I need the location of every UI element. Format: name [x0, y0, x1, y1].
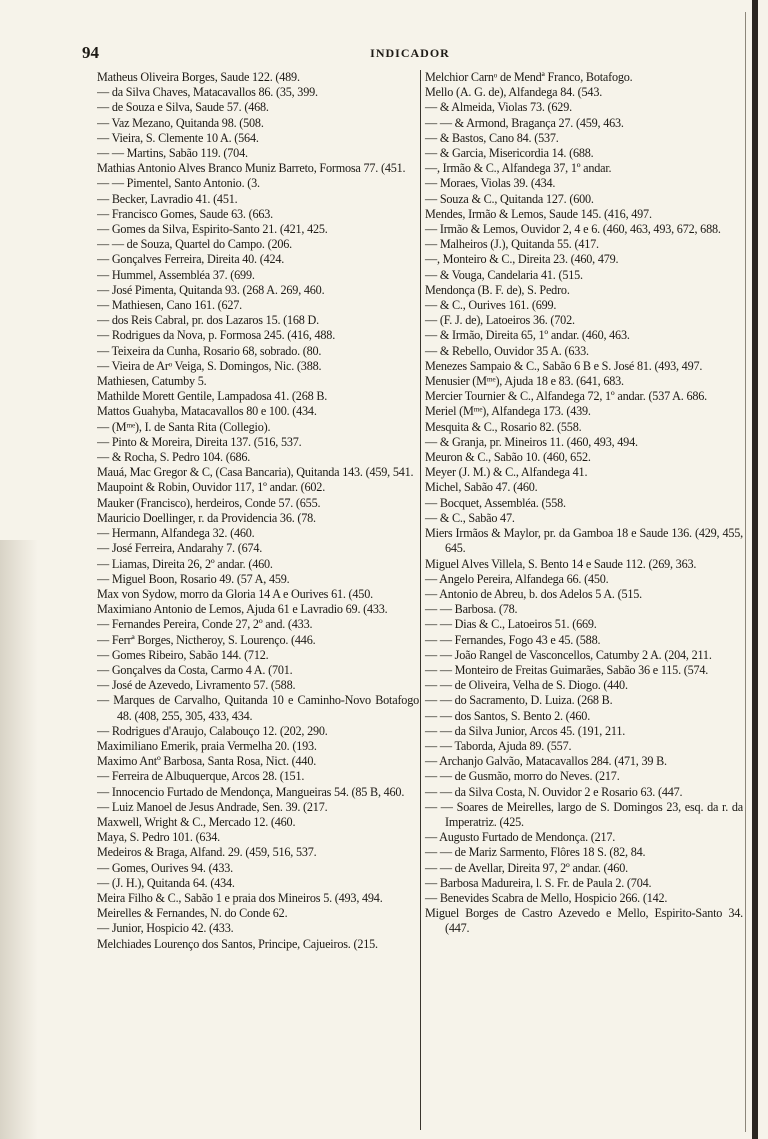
directory-entry: — — de Oliveira, Velha de S. Diogo. (440. — [425, 678, 628, 693]
directory-entry: — Hummel, Assembléa 37. (699. — [97, 267, 255, 282]
directory-entry: Matheus Oliveira Borges, Saude 122. (489. — [97, 70, 300, 84]
directory-entry: — Pinto & Moreira, Direita 137. (516, 537. — [97, 434, 302, 449]
directory-entry: — (F. J. de), Latoeiros 36. (702. — [425, 313, 575, 328]
directory-entry: — Rodrigues d'Araujo, Calabouço 12. (202, 290. — [97, 723, 328, 738]
directory-entry: — & Rocha, S. Pedro 104. (686. — [97, 450, 251, 465]
binding-edge — [752, 0, 758, 1139]
directory-entry: — & Almeida, Violas 73. (629. — [425, 100, 572, 115]
directory-entry: — José Ferreira, Andarahy 7. (674. — [97, 541, 263, 556]
directory-entry: — & Irmão, Direita 65, 1º andar. (460, 463. — [425, 328, 630, 343]
right-column — [420, 70, 743, 1130]
running-head: INDICADOR — [370, 46, 450, 60]
directory-entry: — Gonçalves Ferreira, Direita 40. (424. — [97, 252, 285, 267]
directory-entry: — — dos Santos, S. Bento 2. (460. — [425, 708, 591, 723]
directory-entry: — — Martins, Sabão 119. (704. — [97, 146, 248, 161]
directory-entry: — José Pimenta, Quitanda 93. (268 A. 269, 460. — [97, 282, 325, 297]
directory-entry: — Junior, Hospicio 42. (433. — [97, 921, 234, 936]
directory-entry: — de Souza e Silva, Saude 57. (468. — [97, 100, 269, 115]
directory-entry: — — de Gusmão, morro do Neves. (217. — [425, 769, 620, 784]
directory-entry: Meira Filho & C., Sabão 1 e praia dos Mineiros 5. (493, 494. — [97, 890, 383, 905]
directory-entry: — — de Souza, Quartel do Campo. (206. — [97, 237, 293, 252]
directory-entry: — & C., Sabão 47. — [425, 510, 515, 525]
directory-entry: — & C., Ourives 161. (699. — [425, 298, 557, 313]
directory-entry: — Innocencio Furtado de Mendonça, Mangueiras 54. (85 B, 460. — [97, 784, 405, 799]
directory-entry: Miers Irmãos & Maylor, pr. da Gamboa 18 e Saude 136. (429, 455, 645. — [425, 526, 743, 556]
directory-entry: — Gomes da Silva, Espirito-Santo 21. (421, 425. — [97, 222, 328, 237]
directory-entry: — Barbosa Madureira, l. S. Fr. de Paula 2. (704. — [425, 875, 652, 890]
directory-entry: — Rodrigues da Nova, p. Formosa 245. (416, 488. — [97, 328, 336, 343]
directory-entry: Mattos Guahyba, Matacavallos 80 e 100. (434. — [97, 404, 317, 419]
directory-entry: — — de Avellar, Direita 97, 2º andar. (460. — [425, 860, 628, 875]
directory-entry: Maxwell, Wright & C., Mercado 12. (460. — [97, 814, 296, 829]
directory-entry: — — Taborda, Ajuda 89. (557. — [425, 738, 572, 753]
directory-entry: — (J. H.), Quitanda 64. (434. — [97, 875, 235, 890]
directory-entry: Mendonça (B. F. de), S. Pedro. — [425, 282, 570, 297]
directory-entry: Maximo Antº Barbosa, Santa Rosa, Nict. (440. — [97, 754, 317, 769]
directory-entry: — & Garcia, Misericordia 14. (688. — [425, 146, 594, 161]
directory-entry: — Mathiesen, Cano 161. (627. — [97, 298, 243, 313]
directory-entry: Maupoint & Robin, Ouvidor 117, 1º andar. (602. — [97, 480, 326, 495]
page-number: 94 — [82, 43, 99, 62]
directory-entry: Mauricio Doellinger, r. da Providencia 36. (78. — [97, 510, 316, 525]
directory-entry: — — Barbosa. (78. — [425, 602, 518, 617]
directory-entry: Mercier Tournier & C., Alfandega 72, 1º andar. (537 A. 686. — [425, 389, 707, 404]
directory-entry: Meuron & C., Sabão 10. (460, 652. — [425, 450, 591, 465]
directory-entry: Meyer (J. M.) & C., Alfandega 41. — [425, 465, 588, 480]
directory-entry: — Gomes Ribeiro, Sabão 144. (712. — [97, 647, 269, 662]
directory-entry: — José de Azevedo, Livramento 57. (588. — [97, 678, 296, 693]
directory-entry: — Souza & C., Quitanda 127. (600. — [425, 191, 594, 206]
directory-entry: Maximiliano Emerik, praia Vermelha 20. (193. — [97, 738, 317, 753]
directory-entry: — Bocquet, Assembléa. (558. — [425, 495, 566, 510]
directory-entry: Mello (A. G. de), Alfandega 84. (543. — [425, 85, 603, 100]
directory-entry: Mesquita & C., Rosario 82. (558. — [425, 419, 582, 434]
page-gutter-shadow — [0, 540, 38, 1139]
directory-entry: Meriel (Mᵐᵉ), Alfandega 173. (439. — [425, 404, 591, 419]
directory-entry: —, Irmão & C., Alfandega 37, 1º andar. — [425, 161, 612, 176]
directory-entry: — Ferrª Borges, Nictheroy, S. Lourenço. (446. — [97, 632, 316, 647]
directory-entry: Michel, Sabão 47. (460. — [425, 480, 538, 495]
directory-entry: — Benevides Scabra de Mello, Hospicio 266. (142. — [425, 890, 668, 905]
directory-entry: — Archanjo Galvão, Matacavallos 284. (471, 39 B. — [425, 754, 667, 769]
directory-entry: Miguel Borges de Castro Azevedo e Mello, Espirito-Santo 34. (447. — [425, 906, 743, 936]
directory-entry: — da Silva Chaves, Matacavallos 86. (35, 399. — [97, 85, 318, 100]
directory-entry: — Augusto Furtado de Mendonça. (217. — [425, 830, 616, 845]
directory-entry: Mathiesen, Catumby 5. — [97, 374, 207, 389]
directory-entry: Mathilde Morett Gentile, Lampadosa 41. (268 B. — [97, 389, 328, 404]
directory-entry: — — & Armond, Bragança 27. (459, 463. — [425, 115, 624, 130]
directory-entry: Menusier (Mᵐᵉ), Ajuda 18 e 83. (641, 683. — [425, 374, 624, 389]
directory-entry: — Miguel Boon, Rosario 49. (57 A, 459. — [97, 571, 290, 586]
directory-entry: — — João Rangel de Vasconcellos, Catumby 2 A. (204, 211. — [425, 647, 712, 662]
directory-entry: — & Vouga, Candelaria 41. (515. — [425, 267, 583, 282]
directory-entry: — Hermann, Alfandega 32. (460. — [97, 526, 255, 541]
directory-entry: — Vieira de Arᵒ Veiga, S. Domingos, Nic. (388. — [97, 358, 322, 373]
directory-entry: — — Fernandes, Fogo 43 e 45. (588. — [425, 632, 601, 647]
directory-entry: — & Granja, pr. Mineiros 11. (460, 493, 494. — [425, 434, 638, 449]
directory-entry: — Marques de Carvalho, Quitanda 10 e Caminho-Novo Botafogo 48. (408, 255, 305, 433, 434. — [97, 693, 419, 723]
directory-entry: Mauker (Francisco), herdeiros, Conde 57. (655. — [97, 495, 321, 510]
directory-entry: — Ferreira de Albuquerque, Arcos 28. (151. — [97, 769, 305, 784]
directory-entry: Mathias Antonio Alves Branco Muniz Barreto, Formosa 77. (451. — [97, 161, 406, 176]
page-edge-line — [745, 12, 746, 1132]
directory-entry: —, Monteiro & C., Direita 23. (460, 479. — [425, 252, 619, 267]
directory-entry: — — Soares de Meirelles, largo de S. Domingos 23, esq. da r. da Imperatriz. (425. — [425, 799, 743, 829]
directory-entry: — Irmão & Lemos, Ouvidor 2, 4 e 6. (460, 463, 493, 672, 688. — [425, 222, 721, 237]
page-header — [80, 43, 740, 65]
directory-entry: — & Bastos, Cano 84. (537. — [425, 130, 559, 145]
directory-entry: Maya, S. Pedro 101. (634. — [97, 830, 220, 845]
directory-entry: — Teixeira da Cunha, Rosario 68, sobrado. (80. — [97, 343, 322, 358]
directory-entry: — Gomes, Ourives 94. (433. — [97, 860, 233, 875]
directory-entry: — Moraes, Violas 39. (434. — [425, 176, 556, 191]
directory-entry: Mendes, Irmão & Lemos, Saude 145. (416, 497. — [425, 206, 652, 221]
directory-entry: — (Mᵐᵉ), I. de Santa Rita (Collegio). — [97, 419, 271, 434]
directory-entry: — — Monteiro de Freitas Guimarães, Sabão 36 e 115. (574. — [425, 662, 709, 677]
directory-entry: — Vieira, S. Clemente 10 A. (564. — [97, 130, 259, 145]
directory-entry: — Gonçalves da Costa, Carmo 4 A. (701. — [97, 662, 293, 677]
directory-entry: — Liamas, Direita 26, 2º andar. (460. — [97, 556, 273, 571]
directory-entry: Medeiros & Braga, Alfand. 29. (459, 516, 537. — [97, 845, 317, 860]
directory-entry: — Antonio de Abreu, b. dos Adelos 5 A. (515. — [425, 586, 642, 601]
directory-entry: — Luiz Manoel de Jesus Andrade, Sen. 39. (217. — [97, 799, 328, 814]
directory-entry: Mauá, Mac Gregor & C, (Casa Bancaria), Quitanda 143. (459, 541. — [97, 465, 414, 480]
directory-entry: Menezes Sampaio & C., Sabão 6 B e S. José 81. (493, 497. — [425, 358, 703, 373]
left-column — [97, 70, 419, 1130]
directory-entry: — Angelo Pereira, Alfandega 66. (450. — [425, 571, 609, 586]
directory-entry: — Vaz Mezano, Quitanda 98. (508. — [97, 115, 264, 130]
directory-entry: Melchiades Lourenço dos Santos, Principe, Cajueiros. (215. — [97, 936, 378, 951]
directory-entry: — Francisco Gomes, Saude 63. (663. — [97, 206, 273, 221]
directory-entry: — — de Mariz Sarmento, Flôres 18 S. (82, 84. — [425, 845, 646, 860]
directory-entry: — Fernandes Pereira, Conde 27, 2º and. (433. — [97, 617, 313, 632]
directory-entry: — dos Reis Cabral, pr. dos Lazaros 15. (168 D. — [97, 313, 319, 328]
directory-entry: — — da Silva Costa, N. Ouvidor 2 e Rosario 63. (447. — [425, 784, 683, 799]
directory-entry: — — Dias & C., Latoeiros 51. (669. — [425, 617, 597, 632]
directory-entry: Max von Sydow, morro da Gloria 14 A e Ourives 61. (450. — [97, 586, 373, 601]
directory-entry: — & Rebello, Ouvidor 35 A. (633. — [425, 343, 589, 358]
directory-entry: Miguel Alves Villela, S. Bento 14 e Saude 112. (269, 363. — [425, 556, 697, 571]
directory-entry: Melchior Carnᵒ de Mendª Franco, Botafogo. — [425, 70, 633, 84]
directory-entry: — — do Sacramento, D. Luiza. (268 B. — [425, 693, 613, 708]
directory-entry: — Becker, Lavradio 41. (451. — [97, 191, 238, 206]
directory-entry: — — Pimentel, Santo Antonio. (3. — [97, 176, 260, 191]
directory-entry: — — da Silva Junior, Arcos 45. (191, 211. — [425, 723, 626, 738]
directory-entry: Meirelles & Fernandes, N. do Conde 62. — [97, 906, 288, 921]
directory-entry: Maximiano Antonio de Lemos, Ajuda 61 e Lavradio 69. (433. — [97, 602, 388, 617]
directory-entry: — Malheiros (J.), Quitanda 55. (417. — [425, 237, 599, 252]
